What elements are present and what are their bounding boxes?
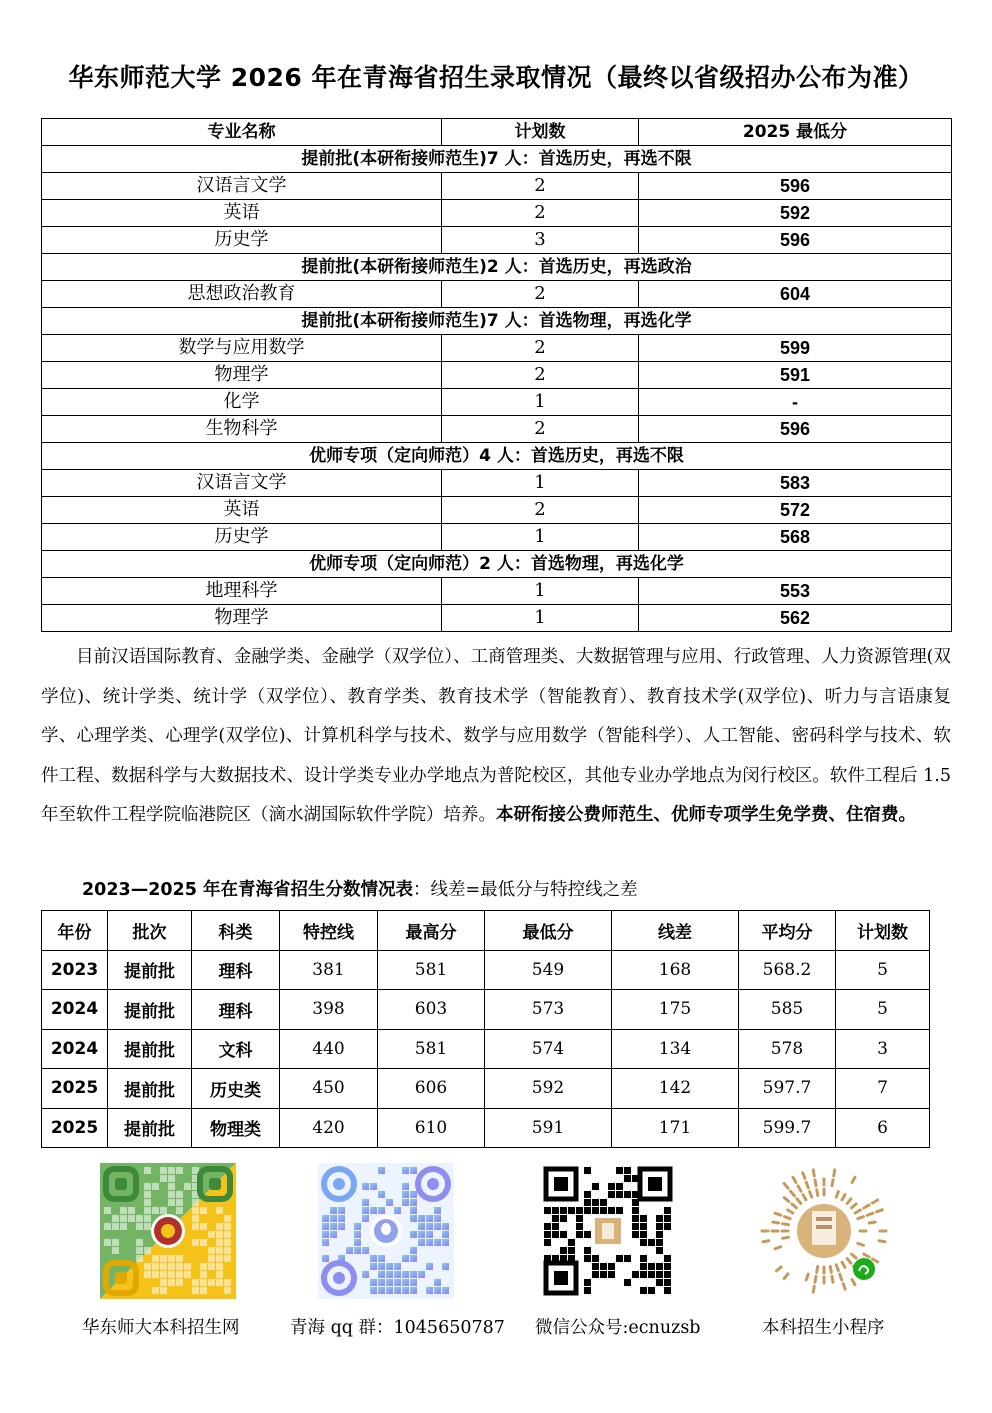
wechat-mini-program-code-icon[interactable] [756,1163,892,1299]
control-line-cell: 420 [280,1108,378,1148]
max-score-cell: 610 [378,1108,485,1148]
table-row [42,470,952,497]
category-cell: 历史类 [192,1069,280,1109]
plan-count: 2 [442,200,639,227]
min-score: 604 [639,281,952,308]
control-line-cell: 381 [280,950,378,990]
major-name: 汉语言文学 [42,470,442,497]
min-score: 599 [639,335,952,362]
plan-count: 1 [442,578,639,605]
min-score: 596 [639,173,952,200]
table-row [42,281,952,308]
major-name: 英语 [42,497,442,524]
min-score: 572 [639,497,952,524]
avg-score-cell: 585 [739,990,836,1030]
min-score-cell: 592 [485,1069,612,1109]
plan-count-cell: 7 [836,1069,930,1109]
plan-count-cell: 5 [836,990,930,1030]
major-name: 地理科学 [42,578,442,605]
major-name: 汉语言文学 [42,173,442,200]
header-max-score: 最高分 [378,911,485,951]
table-row [42,362,952,389]
major-name: 物理学 [42,362,442,389]
avg-score-cell: 597.7 [739,1069,836,1109]
control-line-cell: 440 [280,1029,378,1069]
line-diff-cell: 168 [612,950,739,990]
plan-count: 2 [442,416,639,443]
batch-cell: 提前批 [108,1069,192,1109]
table-row [42,173,952,200]
group-label: 优师专项（定向师范）4 人：首选历史，再选不限 [42,443,952,470]
group-label: 提前批(本研衔接师范生)7 人：首选历史，再选不限 [42,146,952,173]
campus-notice-text: 目前汉语国际教育、金融学类、金融学（双学位）、工商管理类、大数据管理与应用、行政管理、人力资源管理(双学位)、统计学类、统计学（双学位）、教育学类、教育技术学（智能教育）、教育技术学(双学位)、听力与言语康复学、心理学类、心理学(双学位)、计算机科学与技术、数学与应用数学（智能科学）、人工智能、密码科学与技术、软件工程、数据科学与大数据技术、设计学类专业办学地点为普陀校区，其他专业办学地点为闵行校区。软件工程后 1.5 年至软件工程学院临港院区（滴水湖国际软件学院）培养。 [41,647,951,825]
qr-label-qq-group: 青海 qq 群：1045650787 [290,1318,505,1338]
table-row [42,605,952,632]
min-score: 596 [639,416,952,443]
qr-code-qq-group-icon[interactable] [318,1163,454,1299]
table-row [42,416,952,443]
major-name: 化学 [42,389,442,416]
max-score-cell: 581 [378,1029,485,1069]
campus-notice-paragraph [41,638,951,836]
history-title-bold: 2023—2025 年在青海省招生分数情况表 [82,880,414,900]
group-header-row [42,254,952,281]
table-row [42,524,952,551]
min-score-cell: 591 [485,1108,612,1148]
table-row [42,990,930,1030]
major-name: 思想政治教育 [42,281,442,308]
header-plan-count: 计划数 [836,911,930,951]
history-title-note: ：线差=最低分与特控线之差 [413,880,638,900]
table-row [42,227,952,254]
category-cell: 理科 [192,990,280,1030]
qr-code-wechat-account-icon[interactable] [540,1163,676,1299]
enrollment-plan-table [41,118,952,632]
plan-count: 2 [442,362,639,389]
min-score: 592 [639,200,952,227]
table-row [42,1069,930,1109]
plan-count: 2 [442,335,639,362]
year-cell: 2023 [42,950,108,990]
table-header-row [42,911,930,951]
table-row [42,950,930,990]
min-score: 562 [639,605,952,632]
page-title: 华东师范大学 2026 年在青海省招生录取情况（最终以省级招办公布为准） [68,63,924,92]
control-line-cell: 450 [280,1069,378,1109]
group-header-row [42,146,952,173]
line-diff-cell: 134 [612,1029,739,1069]
table-row [42,1108,930,1148]
avg-score-cell: 599.7 [739,1108,836,1148]
major-name: 数学与应用数学 [42,335,442,362]
header-min-score: 最低分 [485,911,612,951]
batch-cell: 提前批 [108,1108,192,1148]
plan-count: 2 [442,173,639,200]
header-category: 科类 [192,911,280,951]
table-row [42,389,952,416]
table-row [42,497,952,524]
header-major: 专业名称 [42,119,442,146]
plan-count: 1 [442,470,639,497]
line-diff-cell: 175 [612,990,739,1030]
min-score: 553 [639,578,952,605]
group-label: 优师专项（定向师范）2 人：首选物理，再选化学 [42,551,952,578]
header-line-diff: 线差 [612,911,739,951]
major-name: 生物科学 [42,416,442,443]
qr-label-mini-program: 本科招生小程序 [762,1318,885,1338]
qr-code-website-icon[interactable] [100,1163,236,1299]
min-score: 583 [639,470,952,497]
category-cell: 物理类 [192,1108,280,1148]
category-cell: 文科 [192,1029,280,1069]
plan-count: 1 [442,524,639,551]
header-plan-count: 计划数 [442,119,639,146]
plan-count: 2 [442,497,639,524]
group-label: 提前批(本研衔接师范生)2 人：首选历史，再选政治 [42,254,952,281]
avg-score-cell: 568.2 [739,950,836,990]
group-header-row [42,443,952,470]
plan-count-cell: 3 [836,1029,930,1069]
header-control-line: 特控线 [280,911,378,951]
plan-count: 3 [442,227,639,254]
qr-label-wechat-account: 微信公众号:ecnuzsb [535,1318,701,1338]
plan-count: 2 [442,281,639,308]
year-cell: 2024 [42,1029,108,1069]
major-name: 历史学 [42,524,442,551]
year-cell: 2025 [42,1108,108,1148]
header-avg-score: 平均分 [739,911,836,951]
batch-cell: 提前批 [108,990,192,1030]
line-diff-cell: 142 [612,1069,739,1109]
plan-count: 1 [442,605,639,632]
min-score: - [639,389,952,416]
table-row [42,200,952,227]
plan-count: 1 [442,389,639,416]
max-score-cell: 606 [378,1069,485,1109]
header-batch: 批次 [108,911,192,951]
category-cell: 理科 [192,950,280,990]
group-header-row [42,551,952,578]
avg-score-cell: 578 [739,1029,836,1069]
table-row [42,1029,930,1069]
header-year: 年份 [42,911,108,951]
year-cell: 2025 [42,1069,108,1109]
major-name: 英语 [42,200,442,227]
group-label: 提前批(本研衔接师范生)7 人：首选物理，再选化学 [42,308,952,335]
header-min-score-2025: 2025 最低分 [639,119,952,146]
plan-count-cell: 5 [836,950,930,990]
min-score-cell: 574 [485,1029,612,1069]
table-header-row [42,119,952,146]
major-name: 物理学 [42,605,442,632]
table-row [42,578,952,605]
min-score-cell: 549 [485,950,612,990]
group-header-row [42,308,952,335]
control-line-cell: 398 [280,990,378,1030]
min-score: 568 [639,524,952,551]
min-score: 596 [639,227,952,254]
min-score: 591 [639,362,952,389]
score-history-table [41,910,930,1148]
max-score-cell: 603 [378,990,485,1030]
batch-cell: 提前批 [108,1029,192,1069]
major-name: 历史学 [42,227,442,254]
plan-count-cell: 6 [836,1108,930,1148]
min-score-cell: 573 [485,990,612,1030]
qr-label-website: 华东师大本科招生网 [82,1318,240,1338]
history-table-title [82,876,638,901]
tuition-waiver-note: 本研衔接公费师范生、优师专项学生免学费、住宿费。 [496,805,916,825]
table-row [42,335,952,362]
max-score-cell: 581 [378,950,485,990]
line-diff-cell: 171 [612,1108,739,1148]
batch-cell: 提前批 [108,950,192,990]
year-cell: 2024 [42,990,108,1030]
